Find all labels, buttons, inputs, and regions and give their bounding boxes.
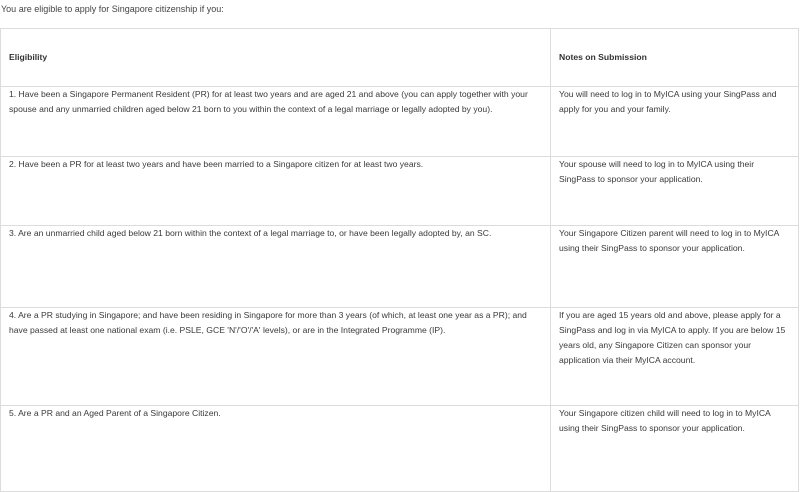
notes-cell (551, 226, 799, 308)
notes-cell (551, 406, 799, 492)
table-row (1, 226, 799, 308)
eligibility-text: 2. Have been a PR for at least two years and have been married to a Singapore citizen for at least two years. (9, 159, 424, 169)
eligibility-cell (1, 157, 551, 226)
intro-text: You are eligible to apply for Singapore citizenship if you: (1, 4, 224, 14)
notes-text: Your Singapore citizen child will need to log in to MyICA using their SingPass to sponsor your application. (559, 408, 771, 433)
eligibility-cell (1, 406, 551, 492)
notes-cell (551, 87, 799, 157)
eligibility-cell (1, 87, 551, 157)
notes-cell (551, 308, 799, 406)
notes-text: Your spouse will need to log in to MyICA using their SingPass to sponsor your application. (559, 159, 755, 184)
header-eligibility: Eligibility (1, 29, 551, 87)
eligibility-cell (1, 226, 551, 308)
table-row (1, 308, 799, 406)
notes-cell (551, 157, 799, 226)
table-row (1, 157, 799, 226)
table-row (1, 87, 799, 157)
eligibility-text: 5. Are a PR and an Aged Parent of a Singapore Citizen. (9, 408, 221, 418)
eligibility-table (0, 28, 799, 492)
table-row (1, 406, 799, 492)
eligibility-cell (1, 308, 551, 406)
eligibility-text: 4. Are a PR studying in Singapore; and have been residing in Singapore for more than 3 years (of which, at least one year as a PR); and have passed at least one national exam (i.e. PSLE, GCE 'N'/'O'/'A' levels), or are in the Integrated Programme (IP). (9, 310, 527, 335)
eligibility-text: 3. Are an unmarried child aged below 21 born within the context of a legal marriage to, or have been legally adopted by, an SC. (9, 228, 492, 238)
notes-text: If you are aged 15 years old and above, please apply for a SingPass and log in via MyICA to apply. If you are below 15 years old, any Singapore Citizen can sponsor your application via their MyICA account. (559, 310, 786, 365)
table-header-row (1, 29, 799, 87)
notes-text: You will need to log in to MyICA using your SingPass and apply for you and your family. (559, 89, 777, 114)
header-notes-on-submission: Notes on Submission (551, 29, 799, 87)
eligibility-text: 1. Have been a Singapore Permanent Resident (PR) for at least two years and are aged 21 and above (you can apply together with your spouse and any unmarried children aged below 21 born to you within the context of a legal marriage or legally adopted by you). (9, 89, 528, 114)
notes-text: Your Singapore Citizen parent will need to log in to MyICA using their SingPass to sponsor your application. (559, 228, 779, 253)
